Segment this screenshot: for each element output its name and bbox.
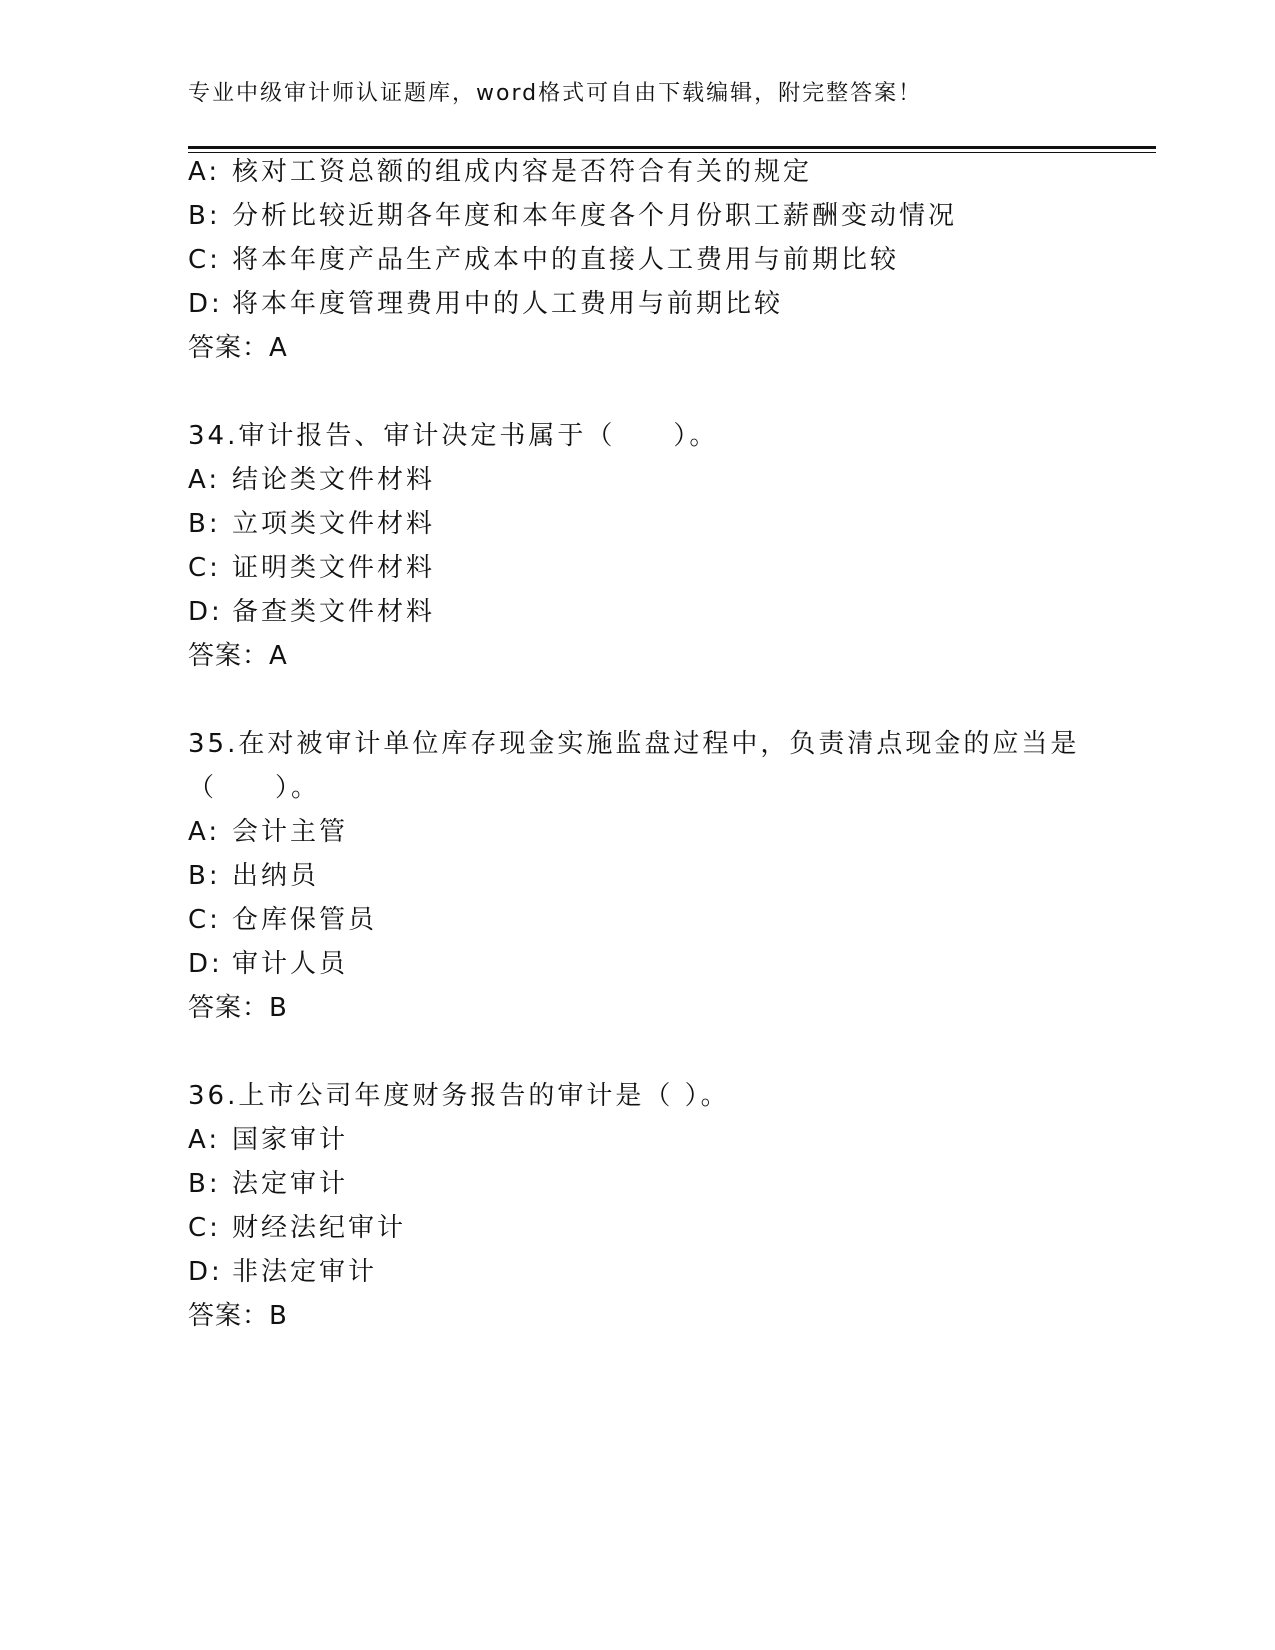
option-a: A: 结论类文件材料 [188,465,436,495]
header-rule-thin [188,152,1156,153]
answer: 答案：B [188,1301,288,1331]
header-rule-thick [188,146,1156,149]
option-d: D: 非法定审计 [188,1257,378,1287]
option-a: A: 国家审计 [188,1125,349,1155]
answer: 答案：B [188,993,288,1023]
question-35: 35.在对被审计单位库存现金实施监盘过程中，负责清点现金的应当是 [188,729,1080,759]
option-c: C: 仓库保管员 [188,905,378,935]
option-d: D: 审计人员 [188,949,349,979]
answer: 答案：A [188,333,288,363]
option-b: B: 立项类文件材料 [188,509,436,539]
option-c: C: 财经法纪审计 [188,1213,407,1243]
option-d: D: 将本年度管理费用中的人工费用与前期比较 [188,289,784,319]
option-d: D: 备查类文件材料 [188,597,436,627]
page-header: 专业中级审计师认证题库，word格式可自由下载编辑，附完整答案！ [188,81,923,106]
option-c: C: 证明类文件材料 [188,553,436,583]
question-36: 36.上市公司年度财务报告的审计是（ ）。 [188,1081,730,1111]
option-b: B: 分析比较近期各年度和本年度各个月份职工薪酬变动情况 [188,201,958,231]
option-c: C: 将本年度产品生产成本中的直接人工费用与前期比较 [188,245,900,275]
option-b: B: 法定审计 [188,1169,349,1199]
question-34: 34.审计报告、审计决定书属于（ ）。 [188,421,719,451]
question-35-continued: （ ）。 [188,773,321,803]
option-b: B: 出纳员 [188,861,320,891]
option-a: A: 会计主管 [188,817,349,847]
option-a: A: 核对工资总额的组成内容是否符合有关的规定 [188,157,813,187]
answer: 答案：A [188,641,288,671]
